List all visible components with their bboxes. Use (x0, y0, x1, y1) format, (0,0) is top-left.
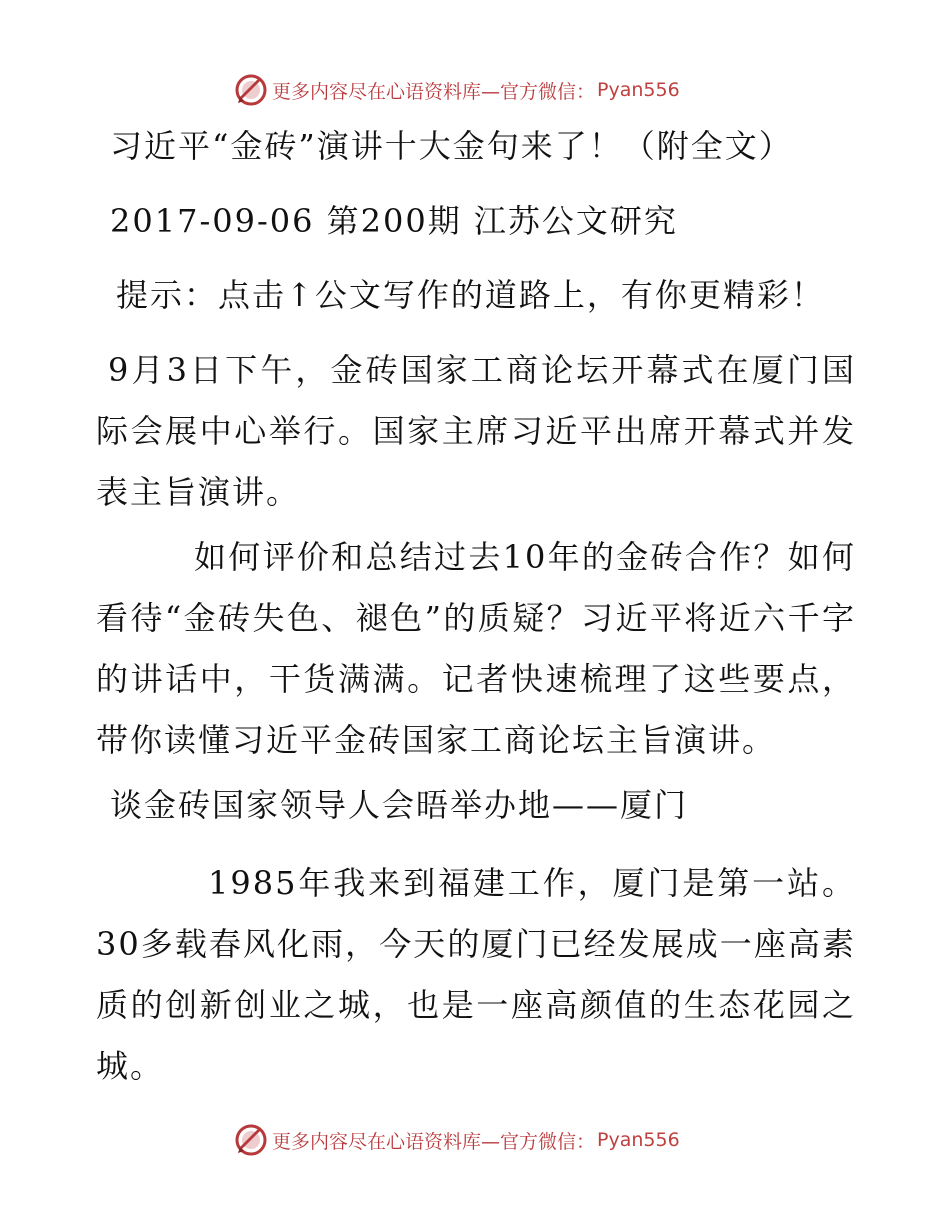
watermark-main-text: 更多内容尽在心语资料库 (272, 80, 482, 103)
section-body-paragraph: 1985年我来到福建工作，厦门是第一站。30多载春风化雨，今天的厦门已经发展成一座高素质的创新创业之城，也是一座高颜值的生态花园之城。 (96, 864, 856, 1085)
watermark-wechat-id: Pyan556 (597, 1129, 680, 1151)
summary-paragraph: 如何评价和总结过去10年的金砖合作？如何看待“金砖失色、褪色”的质疑？习近平将近六千字的讲话中，干货满满。记者快速梳理了这些要点，带你读懂习近平金砖国家工商论坛主旨演讲。 (96, 538, 856, 759)
quill-seal-icon (234, 1123, 268, 1157)
watermark-wechat-id: Pyan556 (597, 79, 680, 101)
watermark-rest-text: —官方微信： (481, 80, 596, 103)
section-heading: 谈金砖国家领导人会晤举办地——厦门 (110, 786, 689, 824)
intro-paragraph: 9月3日下午，金砖国家工商论坛开幕式在厦门国际会展中心举行。国家主席习近平出席开幕式并发表主旨演讲。 (96, 351, 856, 511)
footer-watermark (234, 1122, 680, 1158)
watermark-rest-text: —官方微信： (481, 1130, 596, 1153)
article-title: 习近平“金砖”演讲十大金句来了！（附全文） (110, 127, 793, 165)
quill-seal-icon (234, 73, 268, 107)
watermark-main-text: 更多内容尽在心语资料库 (272, 1130, 482, 1153)
header-watermark (234, 72, 680, 108)
article-tip: 提示：点击↑公文写作的道路上，有你更精彩！ (116, 276, 825, 314)
article-meta: 2017-09-06 第200期 江苏公文研究 (110, 202, 678, 240)
